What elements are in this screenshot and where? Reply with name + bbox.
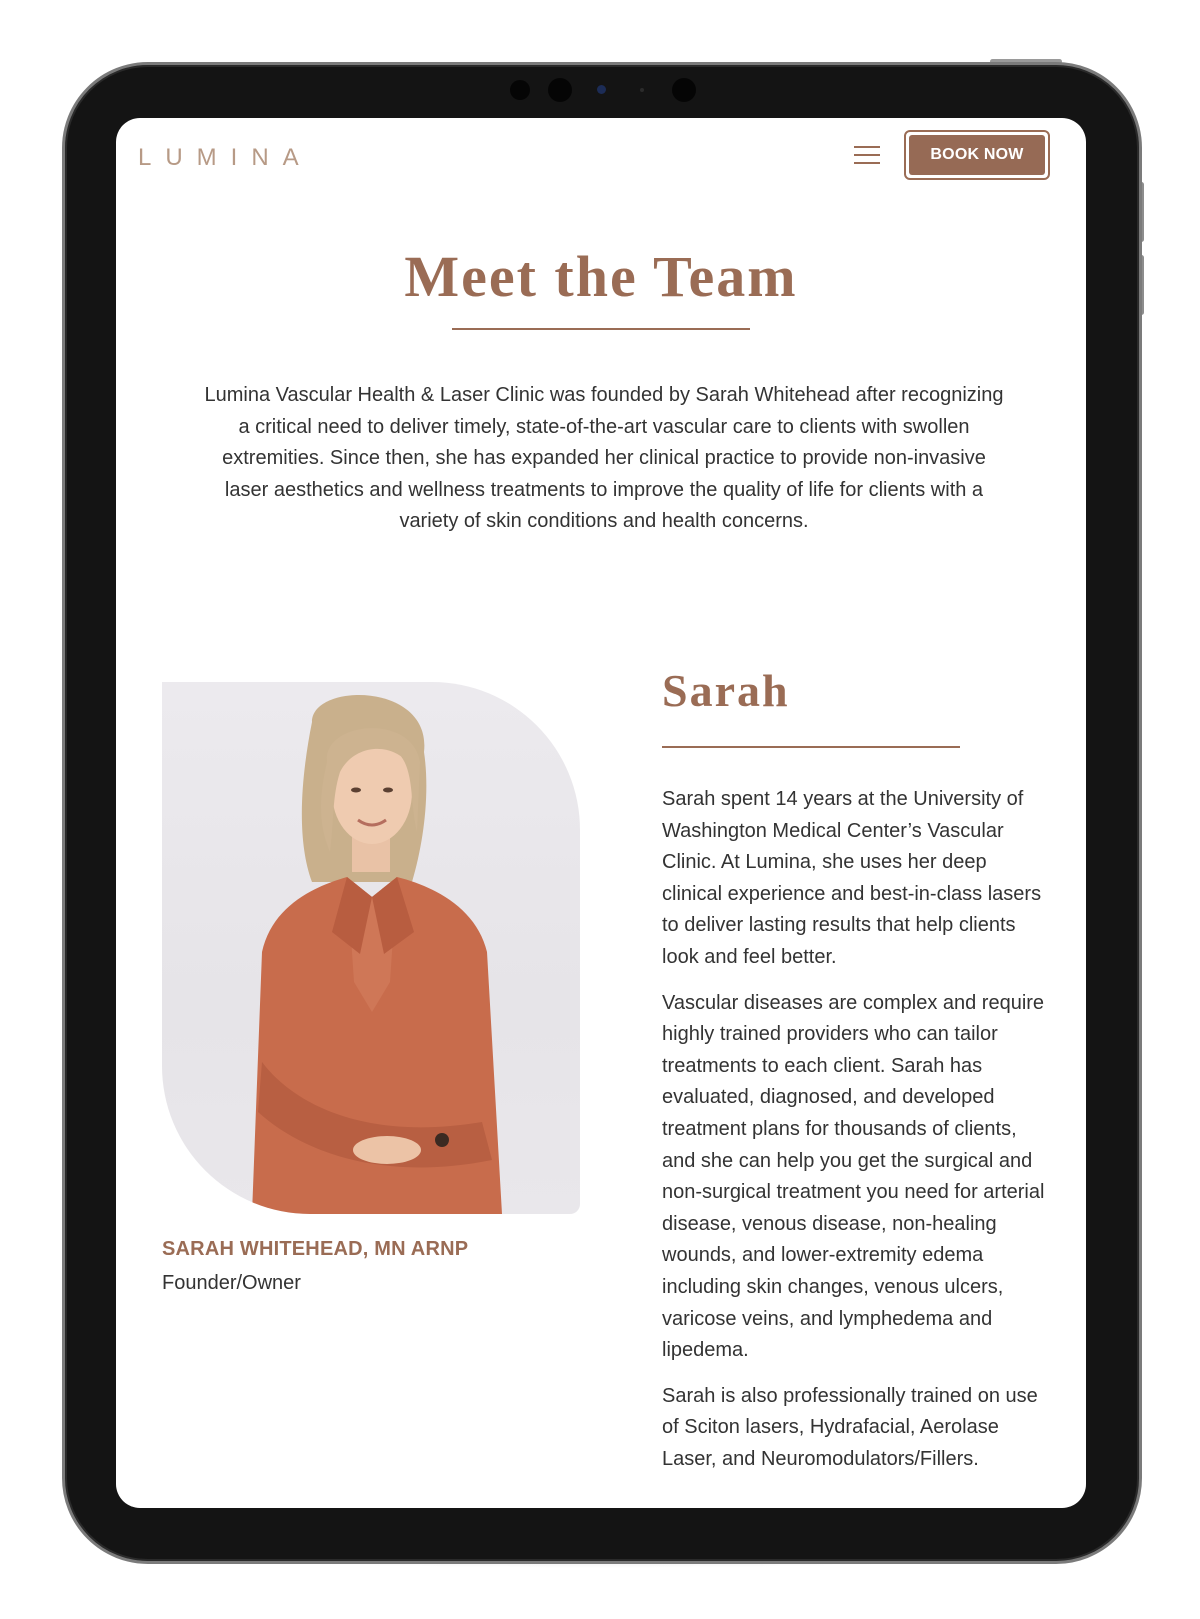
tablet-screen bbox=[116, 118, 1086, 1508]
book-now-button[interactable] bbox=[904, 130, 1050, 180]
camera-lens-secondary bbox=[672, 78, 696, 102]
camera-sensor bbox=[510, 80, 530, 100]
heading-divider bbox=[662, 746, 960, 748]
team-member-bio bbox=[662, 784, 1048, 1489]
team-member-role: Founder/Owner bbox=[162, 1272, 301, 1294]
bio-paragraph: Sarah is also professionally trained on use of Sciton lasers, Hydrafacial, Aerolase Laser, and Neuromodulators/Fillers. bbox=[662, 1384, 1038, 1470]
camera-indicator bbox=[597, 85, 606, 94]
portrait-illustration bbox=[162, 682, 580, 1214]
bio-paragraph: Sarah spent 14 years at the University of Washington Medical Center’s Vascular Clinic. At Lumina, she uses her deep clinical experience and best-in-class lasers to deliver lasting results that help clients look and feel better. bbox=[662, 788, 1042, 968]
page-title: Meet the Team bbox=[404, 244, 798, 309]
bio-paragraph: Vascular diseases are complex and require highly trained providers who can tailor treatments to each client. Sarah has evaluated, diagnosed, and developed treatment plans for thousands of clients, and she can help you get the surgical and non-surgical treatment you need for arterial disease, venous disease, non-healing wounds, and lower-extremity edema including skin changes, venous ulcers, varicose veins, and lymphedema and lipedema. bbox=[662, 991, 1045, 1362]
book-now-label: BOOK NOW bbox=[909, 135, 1045, 175]
team-member-name: SARAH WHITEHEAD, MN ARNP bbox=[162, 1238, 469, 1260]
team-member-heading: Sarah bbox=[662, 665, 790, 716]
intro-paragraph: Lumina Vascular Health & Laser Clinic was founded by Sarah Whitehead after recognizing a critical need to deliver timely, state-of-the-art vascular care to clients with swollen extremities. Since then, she has expanded her clinical practice to provide non-invasive laser aesthetics and wellness treatments to improve the quality of life for clients with a variety of skin conditions and health concerns. bbox=[204, 384, 1004, 533]
lumina-logo[interactable]: LUMINA bbox=[138, 144, 313, 171]
title-divider bbox=[452, 328, 750, 330]
camera-dot bbox=[640, 88, 644, 92]
hamburger-menu-icon[interactable] bbox=[854, 143, 882, 165]
camera-lens bbox=[548, 78, 572, 102]
team-member-photo bbox=[162, 682, 580, 1214]
